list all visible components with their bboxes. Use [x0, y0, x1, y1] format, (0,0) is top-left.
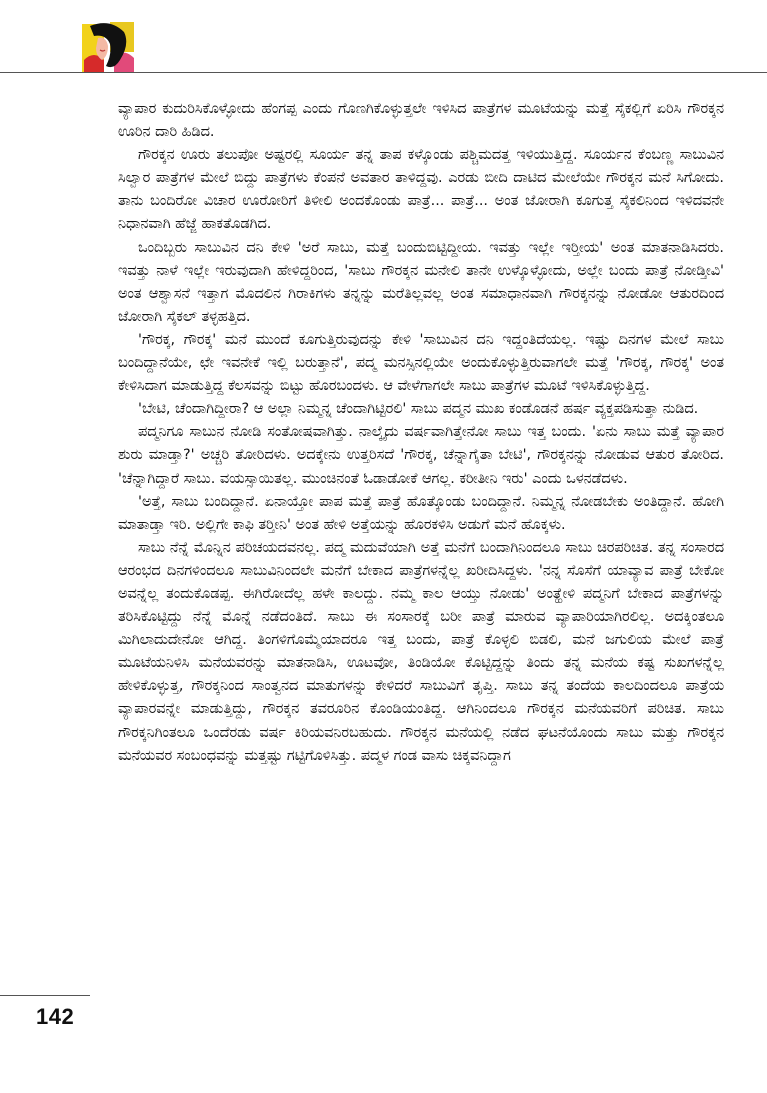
paragraph: 'ಅತ್ತೆ, ಸಾಬು ಬಂದಿದ್ದಾನೆ. ಏನಾಯ್ತೋ ಪಾಪ ಮತ್ತೆ ಪಾತ್ರೆ ಹೊತ್ಕೊಂಡು ಬಂದಿದ್ದಾನೆ. ನಿಮ್ಮನ್ನ ನೋಡಬೇಕು ಅಂತಿದ್ದಾನೆ. ಹೋಗಿ ಮಾತಾಡ್ತಾ ಇರಿ. ಅಲ್ಲಿಗೇ ಕಾಫಿ ತರ್‍ತೀನಿ' ಅಂತ ಹೇಳಿ ಅತ್ತೆಯನ್ನು ಹೊರಕಳಿಸಿ ಅಡುಗೆ ಮನೆ ಹೊಕ್ಕಳು.	[118, 493, 724, 533]
body-text	[118, 98, 724, 768]
header-rule	[0, 72, 767, 73]
paragraph: ಒಂದಿಬ್ಬರು ಸಾಬುವಿನ ದನಿ ಕೇಳಿ 'ಅರೆ ಸಾಬು, ಮತ್ತೆ ಬಂದುಬಿಟ್ಟಿದ್ದೀಯ. ಇವತ್ತು ಇಲ್ಲೇ ಇರ್‍ತೀಯ' ಅಂತ ಮಾತನಾಡಿಸಿದರು. ಇವತ್ತು ನಾಳೆ ಇಲ್ಲೇ ಇರುವುದಾಗಿ ಹೇಳಿದ್ದರಿಂದ, 'ಸಾಬು ಗೌರಕ್ಕನ ಮನೇಲಿ ತಾನೇ ಉಳ್ಕೊಳ್ಳೋದು, ಅಲ್ಲೇ ಬಂದು ಪಾತ್ರೆ ನೋಡ್ತೀವಿ' ಅಂತ ಆಶ್ವಾಸನೆ ಇತ್ತಾಗ ಮೊದಲಿನ ಗಿರಾಕಿಗಳು ತನ್ನನ್ನು ಮರೆತಿಲ್ಲವಲ್ಲ ಅಂತ ಸಮಾಧಾನವಾಗಿ ಗೌರಕ್ಕನನ್ನು ನೋಡೋ ಆತುರದಿಂದ ಜೋರಾಗಿ ಸೈಕಲ್ ತಳ್ಳಹತ್ತಿದ.	[118, 239, 724, 325]
paragraph: ಸಾಬು ನೆನ್ನೆ ಮೊನ್ನಿನ ಪರಿಚಯದವನಲ್ಲ. ಪದ್ಮ ಮದುವೆಯಾಗಿ ಅತ್ತೆ ಮನೆಗೆ ಬಂದಾಗಿನಿಂದಲೂ ಸಾಬು ಚಿರಪರಿಚಿತ. ತನ್ನ ಸಂಸಾರದ ಆರಂಭದ ದಿನಗಳಿಂದಲೂ ಸಾಬುವಿನಿಂದಲೇ ಮನೆಗೆ ಬೇಕಾದ ಪಾತ್ರೆಗಳನ್ನೆಲ್ಲ ಖರೀದಿಸಿದ್ದಳು. 'ನನ್ನ ಸೊಸೆಗೆ ಯಾವ್ಯಾವ ಪಾತ್ರೆ ಬೇಕೋ ಅವನ್ನೆಲ್ಲ ತಂದುಕೊಡಪ್ಪ. ಈಗಿರೋದೆಲ್ಲ ಹಳೇ ಕಾಲದ್ದು. ನಮ್ಮ ಕಾಲ ಆಯ್ತು ನೋಡು' ಅಂತ್ಹೇಳಿ ಪದ್ಮನಿಗೆ ಬೇಕಾದ ಪಾತ್ರೆಗಳನ್ನು ತರಿಸಿಕೊಟ್ಟಿದ್ದು ನೆನ್ನೆ ಮೊನ್ನೆ ನಡೆದಂತಿದೆ. ಸಾಬು ಈ ಸಂಸಾರಕ್ಕೆ ಬರೀ ಪಾತ್ರೆ ಮಾರುವ ವ್ಯಾಪಾರಿಯಾಗಿರಲಿಲ್ಲ. ಅದಕ್ಕಿಂತಲೂ ಮಿಗಿಲಾದುದೇನೋ ಆಗಿದ್ದ. ತಿಂಗಳಿಗೊಮ್ಮೆಯಾದರೂ ಇತ್ತ ಬಂದು, ಪಾತ್ರೆ ಕೊಳ್ಳಲಿ ಬಿಡಲಿ, ಮನೆ ಜಗುಲಿಯ ಮೇಲೆ ಪಾತ್ರೆ ಮೂಟೆಯನಿಳಿಸಿ ಮನೆಯವರನ್ನು ಮಾತನಾಡಿಸಿ, ಊಟವೋ, ತಿಂಡಿಯೋ ಕೊಟ್ಟಿದ್ದನ್ನು ತಿಂದು ತನ್ನ ಮನೆಯ ಕಷ್ಟ ಸುಖಗಳನ್ನೆಲ್ಲ ಹೇಳಿಕೊಳ್ಳುತ್ತ, ಗೌರಕ್ಕನಿಂದ ಸಾಂತ್ವನದ ಮಾತುಗಳನ್ನು ಕೇಳಿದರೆ ಸಾಬುವಿಗೆ ತೃಪ್ತಿ. ಸಾಬು ತನ್ನ ತಂದೆಯ ಕಾಲದಿಂದಲೂ ಪಾತ್ರೆಯ ವ್ಯಾಪಾರವನ್ನೇ ಮಾಡುತ್ತಿದ್ದು, ಗೌರಕ್ಕನ ತವರೂರಿನ ಕೊಂಡಿಯಂತಿದ್ದ. ಆಗಿನಿಂದಲೂ ಗೌರಕ್ಕನ ಮನೆಯವರಿಗೆ ಪರಿಚಿತ. ಸಾಬು ಗೌರಕ್ಕನಿಗಿಂತಲೂ ಒಂದೆರಡು ವರ್ಷ ಕಿರಿಯವನಿರಬಹುದು. ಗೌರಕ್ಕನ ಮನೆಯಲ್ಲಿ ನಡೆದ ಘಟನೆಯೊಂದು ಸಾಬು ಮತ್ತು ಗೌರಕ್ಕನ ಮನೆಯವರ ಸಂಬಂಧವನ್ನು ಮತ್ತಷ್ಟು ಗಟ್ಟಿಗೊಳಿಸಿತ್ತು. ಪದ್ಮಳ ಗಂಡ ವಾಸು ಚಿಕ್ಕವನಿದ್ದಾಗ	[118, 539, 724, 764]
paragraph: 'ಗೌರಕ್ಕ, ಗೌರಕ್ಕ' ಮನೆ ಮುಂದೆ ಕೂಗುತ್ತಿರುವುದನ್ನು ಕೇಳಿ 'ಸಾಬುವಿನ ದನಿ ಇದ್ದಂತಿದೆಯಲ್ಲ. ಇಷ್ಟು ದಿನಗಳ ಮೇಲೆ ಸಾಬು ಬಂದಿದ್ದಾನೆಯೇ, ಛೇ ಇವನೇಕೆ ಇಲ್ಲಿ ಬರುತ್ತಾನೆ', ಪದ್ಮ ಮನಸ್ಸಿನಲ್ಲಿಯೇ ಅಂದುಕೊಳ್ಳುತ್ತಿರುವಾಗಲೇ ಮತ್ತೆ 'ಗೌರಕ್ಕ, ಗೌರಕ್ಕ' ಅಂತ ಕೇಳಿಸಿದಾಗ ಮಾಡುತ್ತಿದ್ದ ಕೆಲಸವನ್ನು ಬಿಟ್ಟು ಹೊರಬಂದಳು. ಆ ವೇಳೆಗಾಗಲೇ ಸಾಬು ಪಾತ್ರೆಗಳ ಮೂಟೆ ಇಳಿಸಿಕೊಳ್ಳುತ್ತಿದ್ದ.	[118, 331, 724, 395]
page-number: 142	[36, 1004, 75, 1029]
book-logo-icon	[80, 20, 136, 74]
paragraph: 'ಬೇಟಿ, ಚೆಂದಾಗಿದ್ದೀರಾ? ಆ ಅಲ್ಲಾ ನಿಮ್ಮನ್ನ ಚೆಂದಾಗಿಟ್ಟಿರಲಿ' ಸಾಬು ಪದ್ಮನ ಮುಖ ಕಂಡೊಡನೆ ಹರ್ಷ ವ್ಯಕ್ತಪಡಿಸುತ್ತಾ ನುಡಿದ.	[138, 401, 699, 418]
paragraph: ವ್ಯಾಪಾರ ಕುದುರಿಸಿಕೊಳ್ಳೋದು ಹೆಂಗಪ್ಪ ಎಂದು ಗೊಣಗಿಕೊಳ್ಳುತ್ತಲೇ ಇಳಿಸಿದ ಪಾತ್ರೆಗಳ ಮೂಟೆಯನ್ನು ಮತ್ತೆ ಸೈಕಲ್ಲಿಗೆ ಏರಿಸಿ ಗೌರಕ್ಕನ ಊರಿನ ದಾರಿ ಹಿಡಿದ.	[118, 101, 724, 141]
footer-rule	[0, 995, 90, 996]
paragraph: ಗೌರಕ್ಕನ ಊರು ತಲುಪೋ ಅಷ್ಟರಲ್ಲಿ ಸೂರ್ಯ ತನ್ನ ತಾಪ ಕಳ್ಕೊಂಡು ಪಶ್ಚಿಮದತ್ತ ಇಳಿಯುತ್ತಿದ್ದ. ಸೂರ್ಯನ ಕೆಂಬಣ್ಣ ಸಾಬುವಿನ ಸಿಲ್ವಾರ ಪಾತ್ರೆಗಳ ಮೇಲೆ ಬಿದ್ದು ಪಾತ್ರೆಗಳು ಕೆಂಪನೆ ಅವತಾರ ತಾಳಿದ್ದವು. ಎರಡು ಬೀದಿ ದಾಟಿದ ಮೇಲೆಯೇ ಗೌರಕ್ಕನ ಮನೆ ಸಿಗೋದು. ತಾನು ಬಂದಿರೋ ವಿಚಾರ ಊರೋರಿಗೆ ತಿಳೀಲಿ ಅಂದಕೊಂಡು ಪಾತ್ರೆ... ಪಾತ್ರೆ... ಅಂತ ಜೋರಾಗಿ ಕೂಗುತ್ತ ಸೈಕಲಿನಿಂದ ಇಳಿದವನೇ ನಿಧಾನವಾಗಿ ಹೆಜ್ಜೆ ಹಾಕತೊಡಗಿದ.	[118, 147, 724, 233]
paragraph: ಪದ್ಮನಿಗೂ ಸಾಬುನ ನೋಡಿ ಸಂತೋಷವಾಗಿತ್ತು. ನಾಲ್ಕೈದು ವರ್ಷವಾಗಿತ್ತೇನೋ ಸಾಬು ಇತ್ತ ಬಂದು. 'ಏನು ಸಾಬು ಮತ್ತೆ ವ್ಯಾಪಾರ ಶುರು ಮಾಡ್ತಾ?' ಅಚ್ಚರಿ ತೋರಿದಳು. ಅದಕ್ಕೇನು ಉತ್ತರಿಸದೆ 'ಗೌರಕ್ಕ, ಚೆನ್ನಾಗೈತಾ ಬೇಟಿ', ಗೌರಕ್ಕನನ್ನು ನೋಡುವ ಆತುರ ತೋರಿದ. 'ಚೆನ್ನಾಗಿದ್ದಾರೆ ಸಾಬು. ವಯಸ್ಸಾಯಿತಲ್ಲ. ಮುಂಚಿನಂತೆ ಓಡಾಡೋಕೆ ಆಗಲ್ಲ. ಕರೀತೀನಿ ಇರು' ಎಂದು ಒಳನಡೆದಳು.	[118, 424, 724, 487]
